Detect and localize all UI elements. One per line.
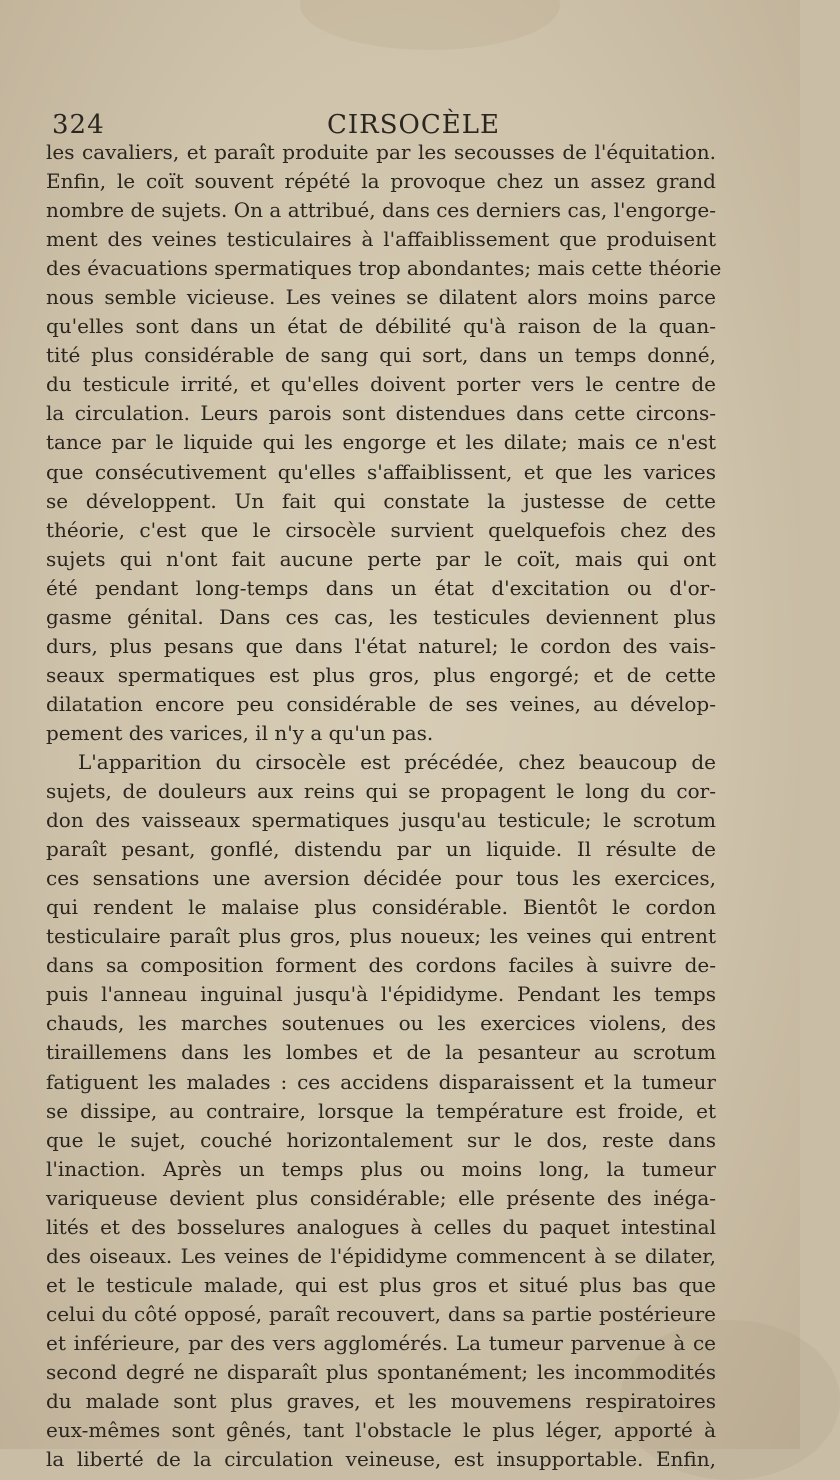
paragraph [46,748,716,1474]
text-line: la circulation. Leurs parois sont distendues dans cette circons- [46,401,716,426]
running-title: CIRSOCÈLE [327,110,500,140]
text-line: été pendant long-temps dans un état d'excitation ou d'or- [46,575,716,600]
text-line: durs, plus pesans que dans l'état naturel; le cordon des vais- [46,633,716,658]
body-text [46,138,722,1474]
text-line: don des vaisseaux spermatiques jusqu'au testicule; le scrotum [46,808,716,833]
text-line: testiculaire paraît plus gros, plus noueux; les veines qui entrent [46,924,716,949]
text-line: ment des veines testiculaires à l'affaiblissement que produisent [46,227,716,252]
text-line: pement des varices, il n'y a qu'un pas. [46,720,434,745]
paper-stain [300,0,560,50]
text-line: paraît pesant, gonflé, distendu par un liquide. Il résulte de [46,837,716,862]
text-line: la liberté de la circulation veineuse, est insupportable. Enfin, [46,1447,716,1472]
text-line: L'apparition du cirsocèle est précédée, chez beaucoup de [78,749,716,774]
text-line: chauds, les marches soutenues ou les exercices violens, des [46,1011,716,1036]
paragraph [46,138,722,748]
text-line: fatiguent les malades : ces accidens disparaissent et la tumeur [46,1069,716,1094]
text-line: et inférieure, par des vers agglomérés. La tumeur parvenue à ce [46,1330,716,1355]
text-line: se dissipe, au contraire, lorsque la température est froide, et [46,1098,716,1123]
text-line: gasme génital. Dans ces cas, les testicules deviennent plus [46,604,716,629]
text-line: lités et des bosselures analogues à celles du paquet intestinal [46,1214,716,1239]
text-line: les cavaliers, et paraît produite par les secousses de l'équitation. [46,140,716,164]
text-line: tiraillemens dans les lombes et de la pesanteur au scrotum [46,1040,716,1065]
text-line: sujets, de douleurs aux reins qui se propagent le long du cor- [46,779,716,804]
text-line: théorie, c'est que le cirsocèle survient quelquefois chez des [46,517,716,542]
text-line: Enfin, le coït souvent répété la provoque chez un assez grand [46,169,716,194]
page-number: 324 [52,110,105,140]
text-line: nous semble vicieuse. Les veines se dilatent alors moins parce [46,285,716,310]
text-line: tité plus considérable de sang qui sort, dans un temps donné, [46,343,716,368]
text-line: que consécutivement qu'elles s'affaiblissent, et que les varices [46,459,716,484]
text-line: dans sa composition forment des cordons faciles à suivre de- [46,953,716,978]
text-line: puis l'anneau inguinal jusqu'à l'épididyme. Pendant les temps [46,982,716,1007]
text-line: celui du côté opposé, paraît recouvert, dans sa partie postérieure [46,1301,716,1326]
text-line: dilatation encore peu considérable de ses veines, au dévelop- [46,691,716,716]
text-line: second degré ne disparaît plus spontanément; les incommodités [46,1359,716,1384]
text-line: l'inaction. Après un temps plus ou moins long, la tumeur [46,1156,716,1181]
text-line: nombre de sujets. On a attribué, dans ces derniers cas, l'engorge- [46,198,716,223]
text-line: seaux spermatiques est plus gros, plus engorgé; et de cette [46,662,716,687]
text-line: eux-mêmes sont gênés, tant l'obstacle le plus léger, apporté à [46,1418,716,1443]
text-line: se développent. Un fait qui constate la justesse de cette [46,488,716,513]
text-line: du malade sont plus graves, et les mouvemens respiratoires [46,1389,716,1414]
text-line: qu'elles sont dans un état de débilité qu'à raison de la quan- [46,314,716,339]
text-line: du testicule irrité, et qu'elles doivent porter vers le centre de [46,372,716,397]
text-line: des oiseaux. Les veines de l'épididyme commencent à se dilater, [46,1243,716,1268]
text-line: ces sensations une aversion décidée pour tous les exercices, [46,866,716,891]
text-line: que le sujet, couché horizontalement sur le dos, reste dans [46,1127,716,1152]
text-line: tance par le liquide qui les engorge et les dilate; mais ce n'est [46,430,716,455]
text-line: et le testicule malade, qui est plus gros et situé plus bas que [46,1272,716,1297]
text-line: des évacuations spermatiques trop abondantes; mais cette théorie [46,256,722,281]
text-line: sujets qui n'ont fait aucune perte par le coït, mais qui ont [46,546,716,571]
text-line: variqueuse devient plus considérable; elle présente des inéga- [46,1185,716,1210]
text-line: qui rendent le malaise plus considérable. Bientôt le cordon [46,895,716,920]
